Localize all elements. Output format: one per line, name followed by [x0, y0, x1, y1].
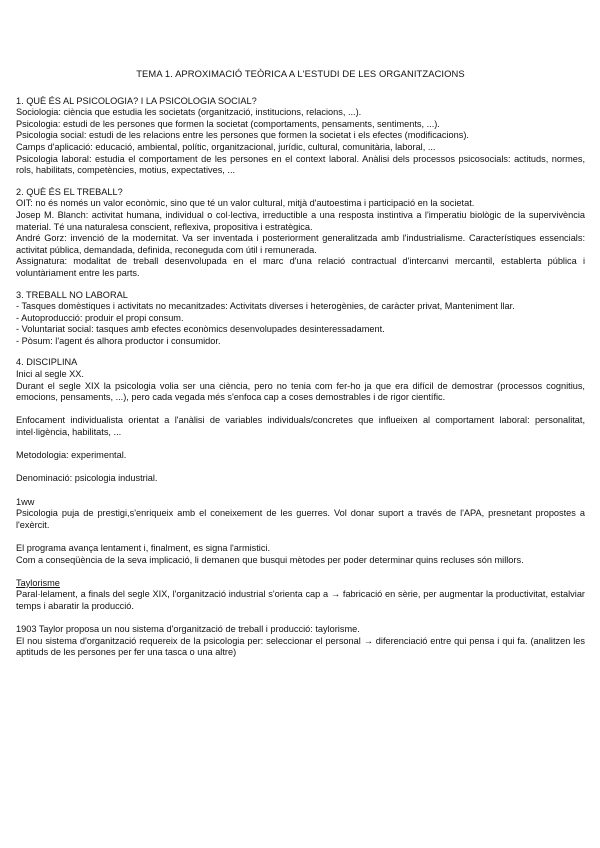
paragraph: André Gorz: invenció de la modernitat. Va ser inventada i posteriorment generalitzada amb l'industrialisme. Característiques essencials: activitat pública, demandada, definida, reconeguda com útil i remunerada. [16, 233, 585, 255]
spacer [16, 531, 585, 543]
paragraph: Com a conseqüència de la seva implicació, li demanen que busqui mètodes per poder determinar quins recluses són millors. [16, 554, 524, 565]
paragraph: Psicologia laboral: estudia el comportament de les persones en el context laboral. Anàlisi dels processos psicosocials: actituds, normes, rols, habilitats, competències, motius, expectatives, ... [16, 153, 585, 176]
paragraph: Enfocament individualista orientat a l'anàlisi de variables individuals/concretes que influeixen al comportament laboral: personalitat, intel·ligència, habilitats, ... [16, 415, 585, 438]
paragraph: El nou sistema d'organització requereix de la psicologia per: seleccionar el personal → diferenciació entre qui pensa i qui fa. (analitzen les aptituds de les persones per fer una tasca o una altre) [16, 635, 585, 658]
subheading-taylorisme: Taylorisme [16, 577, 60, 588]
paragraph: Psicologia social: estudi de les relacions entre les persones que formen la societat i els efectes (modificacions). [16, 130, 469, 141]
spacer [16, 485, 585, 497]
section-2 [16, 187, 585, 280]
paragraph: Paral·lelament, a finals del segle XIX, l'organització industrial s'orienta cap a → fabricació en sèrie, per augmentar la productivitat, estalviar temps i abaratir la producció. [16, 589, 585, 611]
section-2-heading: 2. QUÈ ÉS EL TREBALL? [16, 186, 123, 197]
paragraph: Metodologia: experimental. [16, 450, 127, 461]
section-3-heading: 3. TREBALL NO LABORAL [16, 289, 128, 300]
spacer [16, 613, 585, 625]
spacer [16, 462, 585, 474]
paragraph: OIT: no és només un valor econòmic, sino que té un valor cultural, mitjà d'autoestima i participació en la societat. [16, 198, 475, 209]
paragraph: Josep M. Blanch: activitat humana, individual o col·lectiva, irreductible a una resposta instintiva a l'imperatiu biològic de la supervivència material. Té una naturalesa conscient, reflexiva, propositiva i estratègica. [16, 209, 585, 232]
list-item: - Voluntariat social: tasques amb efectes econòmics desenvolupades desinteressadament. [16, 324, 385, 335]
paragraph: 1903 Taylor proposa un nou sistema d'organització de treball i producció: taylorisme. [16, 624, 360, 635]
paragraph: Sociologia: ciència que estudia les societats (organització, institucions, relacions, ...). [16, 107, 362, 118]
section-3 [16, 290, 585, 348]
list-item: - Tasques domèstiques i activitats no mecanitzades: Activitats diverses i heterogènies, de caràcter privat, Manteniment llar. [16, 301, 515, 312]
document-title: TEMA 1. APROXIMACIÓ TEÒRICA A L'ESTUDI DE LES ORGANITZACIONS [136, 68, 465, 79]
section-1-heading: 1. QUÈ ÉS AL PSICOLOGIA? I LA PSICOLOGIA SOCIAL? [16, 95, 257, 106]
section-1 [16, 96, 585, 177]
paragraph: Camps d'aplicació: educació, ambiental, polític, organitzacional, jurídic, cultural, comunitària, laboral, ... [16, 141, 436, 152]
spacer [16, 404, 585, 416]
document-page [16, 68, 585, 669]
section-4 [16, 357, 585, 658]
paragraph: Psicologia puja de prestigi,s'enriqueix amb el coneixement de les guerres. Vol donar suport a través de l'APA, presnetant propostes a l'exèrcit. [16, 508, 585, 530]
spacer [16, 566, 585, 578]
paragraph: Inici al segle XX. [16, 369, 84, 380]
list-item: - Autoproducció: produir el propi consum. [16, 312, 184, 323]
paragraph: Denominació: psicologia industrial. [16, 473, 158, 484]
subheading: 1ww [16, 496, 35, 507]
section-4-heading: 4. DISCIPLINA [16, 357, 78, 368]
paragraph: Psicologia: estudi de les persones que formen la societat (comportaments, pensaments, sentiments, ...). [16, 118, 440, 129]
paragraph: El programa avança lentament i, finalment, es signa l'armistici. [16, 542, 271, 553]
paragraph: Durant el segle XIX la psicologia volia ser una ciència, pero no tenia com fer-ho ja que era difícil de demostrar (processos cognitius, emocions, pensaments, ...), pero cada vegada més s'enfoca cap a coses demostrables i de rigor científic. [16, 380, 585, 403]
list-item: - Pòsum: l'agent és alhora productor i consumidor. [16, 335, 221, 346]
paragraph: Assignatura: modalitat de treball desenvolupada en el marc d'una relació contractual d'intercanvi mercantil, establerta pública i voluntàriament entre les parts. [16, 256, 585, 278]
spacer [16, 439, 585, 451]
